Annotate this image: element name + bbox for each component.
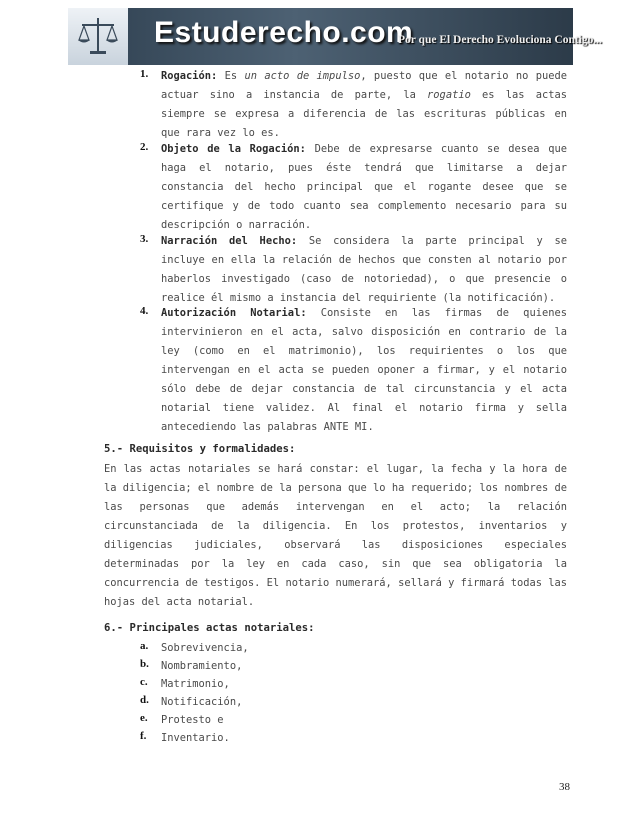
list-letter: c. [140, 676, 148, 688]
section-5-heading: 5.- Requisitos y formalidades: [104, 443, 296, 455]
item-number: 1. [140, 68, 149, 80]
item-1-line-1: Rogación: Es un acto de impulso, puesto que el notario no puede [161, 70, 567, 82]
item-3-line-4: realice él mismo a instancia del requiriente (la notificación). [161, 292, 556, 304]
item-2-line-2: haga el notario, pues éste tendrá que limitarse a dejar [161, 162, 567, 174]
site-name: Estuderecho.com [154, 16, 414, 49]
scales-of-justice-logo [68, 8, 128, 65]
item-4-line-1: Autorización Notarial: Consiste en las firmas de quienes [161, 307, 567, 319]
item-number: 2. [140, 141, 149, 153]
item-4-line-7: antecediendo las palabras ANTE MI. [161, 421, 374, 433]
scales-icon [76, 14, 120, 58]
item-4-line-3: ley (como en el matrimonio), los requirientes o los que [161, 345, 567, 357]
item-3-line-2: incluye en ella la relación de hechos que consten al notario por [161, 254, 567, 266]
list-letter: e. [140, 712, 148, 724]
list-letter: d. [140, 694, 149, 706]
list-letter: f. [140, 730, 147, 742]
list-letter: a. [140, 640, 149, 652]
list-item: Matrimonio, [161, 678, 230, 690]
list-item: Nombramiento, [161, 660, 243, 672]
header-banner [68, 8, 603, 65]
list-letter: b. [140, 658, 149, 670]
item-3-line-3: haberlos investigado (caso de notoriedad), o que presencie o [161, 273, 567, 285]
item-number: 3. [140, 233, 149, 245]
section-5-line: circunstanciada de la diligencia. En los protestos, inventarios y [104, 520, 567, 532]
item-4-line-2: intervinieron en el acta, salvo disposición en contrario de la [161, 326, 567, 338]
item-1-emphasis: un acto de impulso [244, 70, 361, 82]
list-item: Notificación, [161, 696, 243, 708]
item-term: Rogación: [161, 70, 218, 82]
item-number: 4. [140, 305, 149, 317]
item-1-line-3: siempre se expresa a diferencia de las escrituras públicas en [161, 108, 567, 120]
list-item: Inventario. [161, 732, 230, 744]
item-2-line-1: Objeto de la Rogación: Debe de expresarse cuanto se desea que [161, 143, 567, 155]
section-6-heading: 6.- Principales actas notariales: [104, 622, 315, 634]
item-2-line-5: descripción o narración. [161, 219, 312, 231]
item-1-line-2: actuar sino a instancia de parte, la rogatio es las actas [161, 89, 567, 101]
item-1-line-4: que rara vez lo es. [161, 127, 280, 139]
section-5-line: En las actas notariales se hará constar: el lugar, la fecha y la hora de [104, 463, 567, 475]
item-4-line-4: intervengan en el acta se pueden oponer a firmar, y el notario [161, 364, 567, 376]
item-3-line-1: Narración del Hecho: Se considera la parte principal y se [161, 235, 567, 247]
item-4-line-6: notarial tiene validez. Al final el notario firma y sella [161, 402, 567, 414]
section-5-line: determinadas por la ley en cada caso, sin que sea obligatoria la [104, 558, 567, 570]
section-5-line: las personas que además intervengan en el acto; la relación [104, 501, 567, 513]
section-5-line: la diligencia; el nombre de la persona que lo ha requerido; los nombres de [104, 482, 567, 494]
page-number: 38 [559, 781, 570, 793]
section-5-line: hojas del acta notarial. [104, 596, 255, 608]
section-5-line: concurrencia de testigos. El notario numerará, sellará y firmará todas las [104, 577, 567, 589]
list-item: Protesto e [161, 714, 224, 726]
item-2-line-3: constancia del hecho principal que el rogante desee que se [161, 181, 567, 193]
item-2-line-4: certifique y de todo cuanto sea complemento necesario para su [161, 200, 567, 212]
section-5-line: diligencias judiciales, observará las disposiciones especiales [104, 539, 567, 551]
item-4-line-5: sólo debe de dejar constancia de tal circunstancia y el acta [161, 383, 567, 395]
list-item: Sobrevivencia, [161, 642, 249, 654]
site-slogan: Por que El Derecho Evoluciona Contigo... [398, 34, 603, 46]
